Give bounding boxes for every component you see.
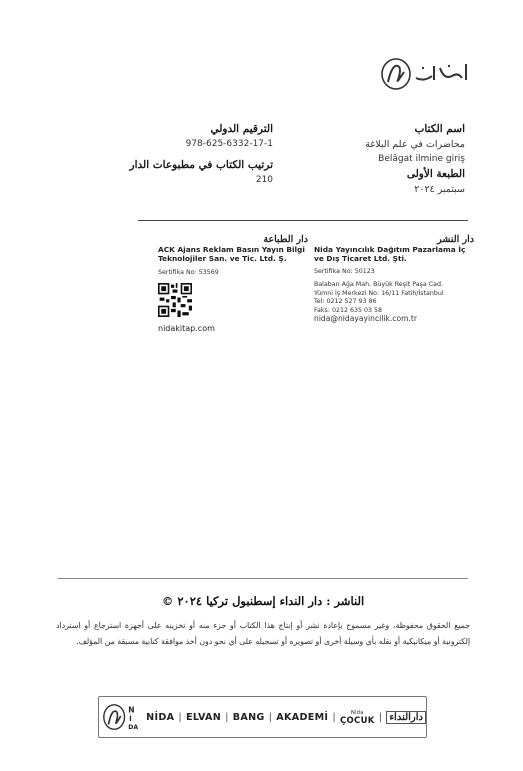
brand-nida: NİDA <box>146 711 175 723</box>
printer-website[interactable]: nidakitap.com <box>158 324 215 334</box>
printer-name: ACK Ajans Reklam Basın Yayın Bilgi Teknolojiler San. ve Tic. Ltd. Ş. <box>158 245 305 263</box>
printer-certificate: Sertifika No: 53569 <box>158 269 219 276</box>
publisher-logo <box>378 52 478 94</box>
publisher-address-1: Balaban Ağa Mah. Büyük Reşit Paşa Cad. <box>314 281 443 289</box>
brand-elvan: ELVAN <box>186 711 222 723</box>
book-title-arabic: محاضرات في علم البلاغة <box>365 139 465 150</box>
edition-label: الطبعة الأولى <box>406 168 465 180</box>
isbn-label: الترقيم الدولي <box>210 123 273 135</box>
brand-cocuk: Nida ÇOCUK <box>339 710 375 726</box>
svg-text:N: N <box>128 705 135 715</box>
svg-text:DA: DA <box>128 724 139 732</box>
divider-top <box>138 220 468 221</box>
publisher-certificate: Sertifika No: 50123 <box>314 268 375 275</box>
brand-bang: BANG <box>232 711 265 723</box>
book-title-label: اسم الكتاب <box>414 123 465 135</box>
publisher-tel: Tel: 0212 527 93 86 <box>314 298 377 306</box>
isbn-value: 978-625-6332-17-1 <box>185 139 273 149</box>
publisher-label: دار النشر <box>437 234 474 245</box>
publisher-address-2: Yümni İş Merkezi No: 16/11 Fatih/İstanbul <box>314 289 444 297</box>
rights-statement: جميع الحقوق محفوظة، وغير مسموح بإعادة نشر أو إنتاج هذا الكتاب أو جزء منه أو تخزينه على أجهزة استرجاع أو استرداد إلكترونية أو ميكانيكية أو نقله بأي وسيلة أخرى أو تصويره أو تسجيله على أي نحو دون أخذ موافقة كتابية مسبقة من المؤلف. <box>56 621 470 646</box>
publisher-logo-mark <box>378 52 478 94</box>
qr-code-icon[interactable] <box>158 283 192 317</box>
publisher-fax: Faks: 0212 635 03 58 <box>314 306 383 314</box>
printer-block <box>158 234 308 333</box>
book-info <box>285 122 465 197</box>
isbn-info <box>113 122 273 188</box>
series-label: ترتيب الكتاب في مطبوعات الدار <box>129 159 273 171</box>
publisher-name: Nida Yayıncılık Dağıtım Pazarlama İç ve Dış Ticaret Ltd. Şti. <box>314 245 466 263</box>
brand-bar <box>98 696 427 738</box>
nida-logo-icon <box>101 699 146 735</box>
brand-list: NİDA | ELVAN | BANG | AKADEMİ | Nida ÇOCUK | دارالنداء <box>146 709 426 725</box>
brand-akademi: AKADEMİ <box>276 711 329 723</box>
brand-arabic: دارالنداء <box>386 711 426 724</box>
edition-date: سبتمبر ٢٠٢٤ <box>414 184 465 195</box>
series-value: 210 <box>255 175 273 185</box>
svg-text:İ: İ <box>129 714 132 723</box>
copyright-title: الناشر : دار النداء إسطنبول تركيا ٢٠٢٤ © <box>161 594 365 608</box>
publisher-email[interactable]: nida@nidayayincilik.com.tr <box>314 314 417 324</box>
printer-label: دار الطباعة <box>263 234 308 245</box>
publisher-block <box>314 234 474 323</box>
divider-bottom <box>58 578 468 579</box>
book-title-turkish: Belâgat ilmine giriş <box>378 154 465 164</box>
